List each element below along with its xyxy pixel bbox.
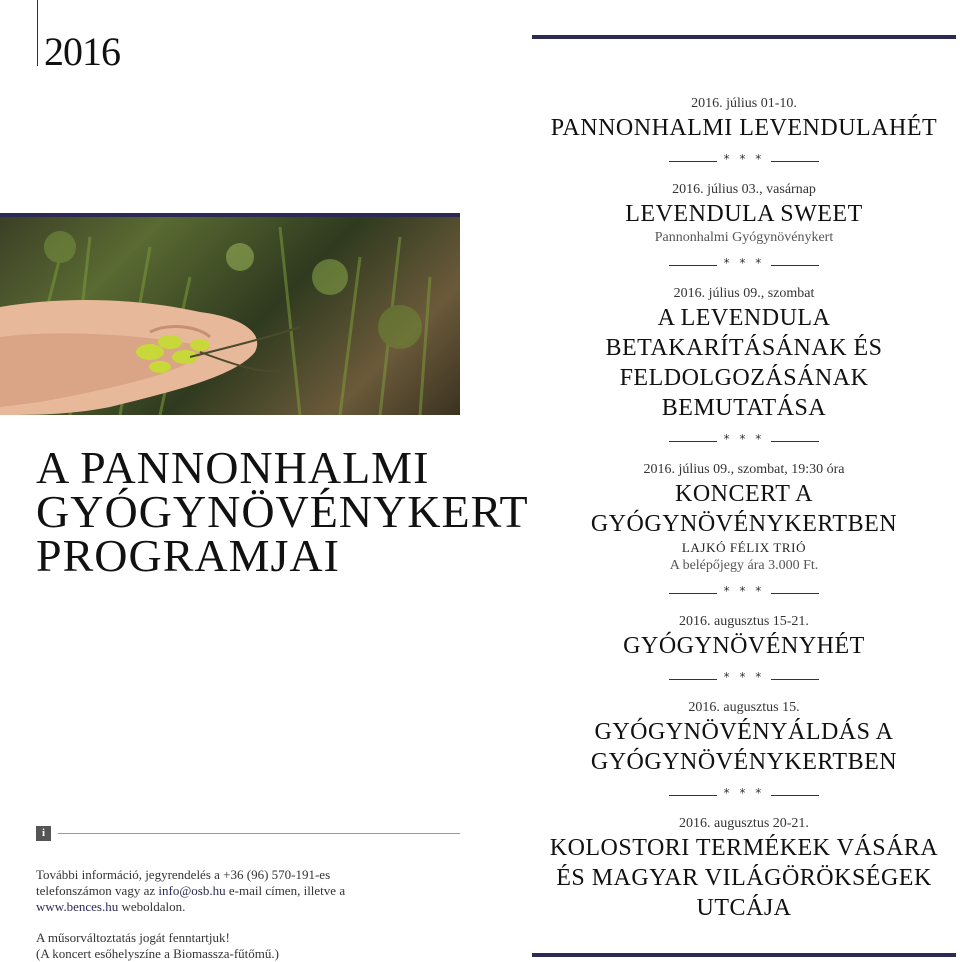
event-date: 2016. augusztus 15. — [688, 700, 800, 715]
info-text-part: e-mail címen, illetve a — [225, 883, 346, 898]
event-separator — [532, 247, 956, 285]
notice-line: A műsorváltoztatás jogát fenntartjuk! — [36, 930, 230, 945]
info-divider — [58, 833, 460, 834]
event-title: LEVENDULA SWEET — [625, 201, 863, 227]
email-link[interactable]: info@osb.hu — [158, 883, 226, 898]
info-icon: i — [36, 826, 51, 841]
event-date: 2016. július 03., vasárnap — [672, 182, 816, 197]
year-heading: 2016 — [44, 29, 120, 74]
event-performer: LAJKÓ FÉLIX TRIÓ — [681, 540, 807, 555]
herb-photo — [0, 217, 460, 415]
event-date: 2016. július 01-10. — [691, 96, 797, 111]
separator-stars: * * * — [723, 584, 765, 598]
event-date: 2016. augusztus 15-21. — [679, 614, 809, 629]
event-title: KOLOSTORI TERMÉKEK VÁSÁRA ÉS MAGYAR VILÁGÖRÖKSÉGEK UTCÁJA — [549, 835, 939, 921]
separator-stars: * * * — [723, 670, 765, 684]
notice-line: (A koncert esőhelyszíne a Biomassza-fűtőmű.) — [36, 946, 279, 961]
bottom-accent-bar — [532, 953, 956, 957]
info-text — [36, 867, 366, 915]
event-item — [532, 461, 956, 575]
main-title-line: GYÓGYNÖVÉNYKERT — [36, 486, 529, 537]
year-divider — [37, 0, 38, 66]
event-date: 2016. augusztus 20-21. — [679, 816, 809, 831]
separator-stars: * * * — [723, 432, 765, 446]
event-title: PANNONHALMI LEVENDULAHÉT — [550, 115, 938, 141]
event-item — [532, 815, 956, 923]
event-title: GYÓGYNÖVÉNYÁLDÁS A GYÓGYNÖVÉNYKERTBEN — [590, 719, 898, 775]
program-list — [532, 95, 956, 923]
event-date: 2016. július 09., szombat — [673, 286, 815, 301]
top-accent-bar — [532, 35, 956, 39]
main-title — [36, 442, 529, 581]
event-item — [532, 699, 956, 777]
separator-stars: * * * — [723, 152, 765, 166]
event-separator — [532, 143, 956, 181]
info-text-part: weboldalon. — [118, 899, 186, 914]
event-item — [532, 95, 956, 143]
event-title: A LEVENDULA BETAKARÍTÁSÁNAK ÉS FELDOLGOZÁSÁNAK BEMUTATÁSA — [605, 305, 883, 421]
info-text-part: További információ, jegyrendelés a +36 (96) 570-191-es telefonszámon vagy az — [36, 867, 331, 898]
main-title-line: PROGRAMJAI — [36, 530, 340, 581]
event-title: GYÓGYNÖVÉNYHÉT — [623, 633, 865, 659]
event-title: KONCERT A GYÓGYNÖVÉNYKERTBEN — [590, 481, 898, 537]
main-title-line: A PANNONHALMI — [36, 442, 430, 493]
event-ticket-price: A belépőjegy ára 3.000 Ft. — [669, 558, 819, 573]
event-item — [532, 181, 956, 247]
event-separator — [532, 575, 956, 613]
event-separator — [532, 423, 956, 461]
separator-stars: * * * — [723, 256, 765, 270]
website-link[interactable]: www.bences.hu — [36, 899, 119, 914]
separator-stars: * * * — [723, 786, 765, 800]
event-item — [532, 285, 956, 423]
notice — [36, 930, 366, 962]
event-separator — [532, 777, 956, 815]
event-separator — [532, 661, 956, 699]
event-date: 2016. július 09., szombat, 19:30 óra — [643, 462, 845, 477]
event-item — [532, 613, 956, 661]
event-venue: Pannonhalmi Gyógynövénykert — [654, 230, 834, 245]
